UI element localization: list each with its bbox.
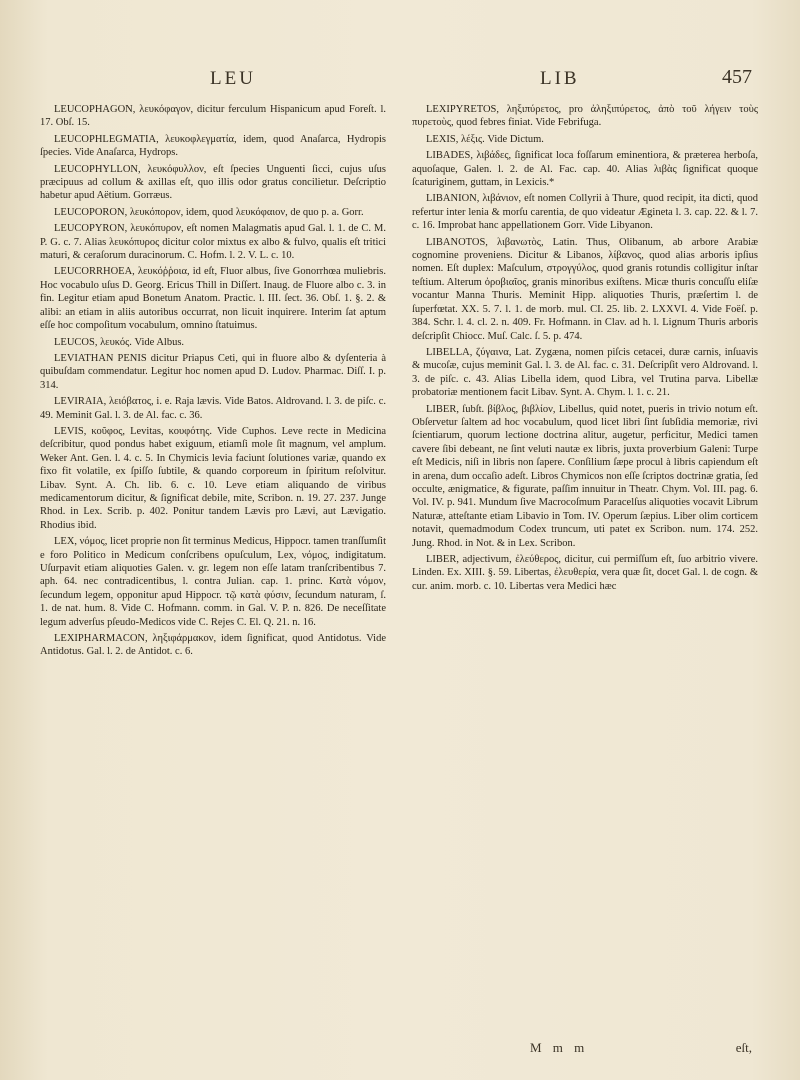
entry-lexipyretos: LEXIPYRETOS, ληξιπύρετος, pro ἀληξιπύρετος, ἀπὸ τοῦ λήγειν τοὺς πυρετοὺς, quod febres finiat. Vide Febrifuga.	[412, 104, 758, 129]
entry-leviraia: LEVIRAIA, λειόβατος, i. e. Raja lævis. Vide Batos. Aldrovand. l. 3. de piſc. c. 49. Meminit Gal. l. 3. de Al. fac. c. 36.	[40, 396, 386, 421]
right-column	[412, 103, 758, 596]
entry-leucorrhoea: LEUCORRHOEA, λευκόῤῥοια, id eſt, Fluor albus, ſive Gonorrhœa muliebris. Hoc vocabulo uſus D. Georg. Ericus Thill in Diſſert. Inaug. de Fluore albo c. 3. in fin. Legitur etiam apud Bonetum Anatom. Practic. l. III. ſect. 36. Obſ. 1. §. 2. & alibi: an etiam in aliis autoribus occurrat, non licuit inquirere. Interim ſat aptum eſſe hoc compoſitum vocabulum, omnino ſtatuimus.	[40, 266, 386, 332]
entry-leviathan-penis: LEVIATHAN PENIS dicitur Priapus Ceti, qui in fluore albo & dyſenteria à quibuſdam commendatur. Legitur hoc nomen apud D. Ludov. Pharmac. Diſſ. I. p. 314.	[40, 352, 386, 391]
entry-leucophagon: LEUCOPHAGON, λευκόφαγον, dicitur ferculum Hispanicum apud Foreſt. l. 17. Obſ. 15.	[40, 104, 386, 129]
left-column	[40, 103, 386, 662]
entry-libanion: LIBANION, λιβάνιον, eſt nomen Collyrii à Thure, quod recipit, ita dicti, quod refertur inter lenia & morſu carentia, de quo videatur Ægineta l. 3. cap. 22. & l. 7. c. 16. Improbat hanc appellationem Gorr. Vide Libyanon.	[412, 193, 758, 232]
entry-lex: LEX, νόμος, licet proprie non ſit terminus Medicus, Hippocr. tamen tranſſumſit e foro Politico in Medicum conſcribens opuſculum, Lex, νόμος, indigitatum. Uſurpavit etiam aliquoties Galen. v. gr. legem non eſſe latam tranſcribentibus 7. aph. 64. nec contradicentibus, l. contra Julian. cap. 1. princ. Κατὰ νόμον, ſecundum legem, opponitur apud Hippocr. τῷ κατὰ φύσιν, ſecundum naturam, ſ. 1. de nat. hum. 8. Vide C. Hofmann. comm. in Gal. V. P. n. 826. De neceſſitate legum adverſus pſeudo-Medicos vide C. Rejes C. El. Q. 21. n. 16.	[40, 536, 386, 628]
running-head-left: LEU	[210, 68, 256, 89]
signature-mark: M m m	[530, 1040, 589, 1055]
entry-liber-noun: LIBER, ſubſt. βίβλος, βιβλίον, Libellus, quid notet, pueris in trivio notum eſt. Obſervetur ſaltem ad hoc vocabulum, quod licet libri ſint ſubſidia memoriæ, rivi ſcientiarum, quorum lectione doctrina alitur, augetur, perficitur, Medici tamen cavere ſibi debeant, ne ſint veluti nautæ ex libris, juxta proverbium Galeni: Turpe eſt Medicis, niſi in libris non ſapere. Conſilium ſæpe procul à libris capiendum eſt in arena, dum occaſio adeſt. Libros Chymicos non eſſe ſcriptos doctrinæ gratia, ſed occulte, ænigmatice, & figurate, paſſim innuitur in Theatr. Chym. Vol. III. pag. 6. Vol. IV. p. 941. Mundum ſive Macrocoſmum Paracelſus aliquoties vocavit Librum Naturæ, atteſtante etiam Libavio in Tom. IV. Operum ſæpius. Liber olim corticem notavit, quemadmodum Codex truncum, uti patet ex Scribon. num. 174. 252. Jung. Rhod. in Not. & in Lex. Scribon.	[412, 403, 758, 549]
entry-leucophlegmatia: LEUCOPHLEGMATIA, λευκοφλεγματία, idem, quod Anaſarca, Hydropis ſpecies. Vide Anaſarca, Hydrops.	[40, 133, 386, 159]
entry-liber-adjective: LIBER, adjectivum, ἐλεύθερος, dicitur, cui permiſſum eſt, ſuo arbitrio vivere. Linden. Ex. XIII. §. 59. Libertas, ἐλευθερία, vera quæ ſit, docet Gal. l. de cogn. & cur. anim. morb. c. 10. Libertas vera Medici hæc	[412, 554, 758, 592]
entry-lexipharmacon: LEXIPHARMACON, ληξιφάρμακον, idem ſignificat, quod Antidotus. Vide Antidotus. Gal. l. 2. de Antidot. c. 6.	[40, 633, 386, 658]
entry-leucos: LEUCOS, λευκός. Vide Albus.	[54, 336, 185, 348]
entry-leucophyllon: LEUCOPHYLLON, λευκόφυλλον, eſt ſpecies Unguenti ſicci, cujus uſus præcipuus ad collum & axillas eſt, quo illis odor gratus concilietur. Deſcriptio habetur apud Aëtium. Gorræus.	[40, 163, 386, 202]
entry-lexis: LEXIS, λέξις. Vide Dictum.	[426, 133, 544, 145]
entry-libanotos: LIBANOTOS, λιβανωτὸς, Latin. Thus, Olibanum, ab arbore Arabiæ cognomine proveniens. Dicitur & Libanos, λίβανος, quod alias arboris ipſius nomen. Eſt duplex: Maſculum, στρογγύλος, quod granis rotundis colligitur inſtar teſtium. Alterum ὀροβιαῖος, granis minoribus exiſtens. Micæ thuris concuſſu eliſæ vocantur Manna Thuris. Meminit Hipp. aliquoties Thuris, præſertim l. de ſuperfœtat. XX. 5. 7. l. 1. de morb. mul. CI. 25. lib. 2. LXXVI. 4. Vide Foëſ. p. 384. Schr. l. 4. cl. 2. n. 409. Fr. Hofmann. in Clav. ad h. l. Lignum Thuris arboris deſcripſit Chiocc. Muſ. Calc. ſ. 5. p. 474.	[412, 236, 758, 342]
page-number: 457	[722, 66, 752, 88]
running-head-right: LIB	[540, 68, 580, 89]
entry-leucoporon: LEUCOPORON, λευκόπορον, idem, quod λευκόφαιον, de quo p. a. Gorr.	[54, 206, 364, 218]
entry-libades: LIBADES, λιβάδες, ſignificat loca foſſarum eminentiora, & præterea herboſa, aquoſaque, Galen. l. 2. de Al. Fac. cap. 40. Alias λιβὰς ſignificat quoque ſcaturiginem, guttam, in Lexicis.*	[412, 150, 758, 189]
entry-libella: LIBELLA, ζύγαινα, Lat. Zygæna, nomen piſcis cetacei, duræ carnis, inſuavis & mucoſæ, cujus meminit Gal. l. 3. de Al. fac. c. 31. Deſcripſit vero Aldrovand. l. 3. de piſc. c. 43. Alias Libella idem, quod Libra, vel Trutina parva. Libellæ probatoriæ mentionem facit Libav. Synt. A. Chym. l. 1. c. 21.	[412, 346, 758, 399]
entry-levis: LEVIS, κοῦφος, Levitas, κουφότης. Vide Cuphos. Leve recte in Medicina deſcribitur, quod pondus habet exiguum, etiamſi mole ſit magnum, vel amplum. Weker Ant. Gen. l. 4. c. 5. In Chymicis levia faciunt ſolutiones variæ, quando ex fixo fit volatile, ex ſpiſſo ſubtile, & quando corporeum in ſpiritum reſolvitur. Libav. Synt. A. Ch. lib. 6. c. 10. Leve etiam aliquando de viribus medicamentorum dicitur, & ſignificat debile, mite, Scribon. n. 19. 27. 237. Junge Rhod. in Lex. Scrib. p. 402. Ponitur tandem Lævis pro Lævi, aut Lævigatio. Rhodius ibid.	[40, 425, 386, 531]
entry-leucopyron: LEUCOPYRON, λευκόπυρον, eſt nomen Malagmatis apud Gal. l. 1. de C. M. P. G. c. 7. Alias λευκόπυρος dicitur color mixtus ex albo & fulvo, qualis eſt tritici maturi, & ceraſorum duracinorum. C. Hofm. l. 2. V. L. c. 10.	[40, 223, 386, 262]
catchword: eſt,	[735, 1040, 752, 1055]
